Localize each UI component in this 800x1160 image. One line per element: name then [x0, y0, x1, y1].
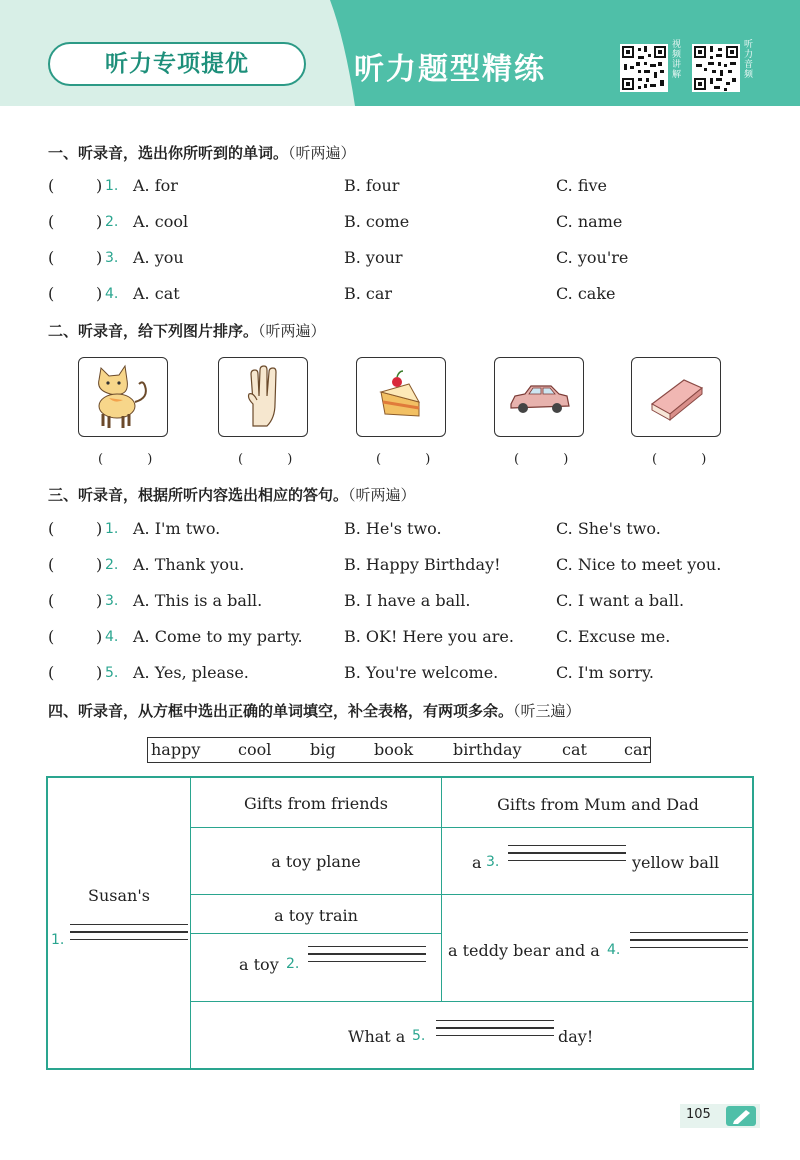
option-b[interactable]: B. four — [344, 176, 400, 195]
option-c[interactable]: C. name — [556, 212, 623, 231]
blank-number: 1. — [51, 932, 65, 948]
option-b[interactable]: B. I have a ball. — [344, 591, 471, 610]
word-option: book — [374, 740, 414, 759]
option-b[interactable]: B. come — [344, 212, 410, 231]
page-number: 105 — [686, 1107, 711, 1122]
blank-number: 3. — [486, 854, 500, 870]
option-a[interactable]: A. Yes, please. — [133, 663, 249, 682]
option-c[interactable]: C. I want a ball. — [556, 591, 685, 610]
answer-blank-5[interactable] — [436, 1020, 554, 1034]
pencil-icon — [726, 1106, 756, 1126]
answer-blank-1[interactable] — [70, 924, 188, 938]
book-icon — [632, 358, 720, 436]
section2-heading: 二、听录音，给下列图片排序。（听两遍） — [48, 322, 326, 340]
word-option: cat — [562, 740, 587, 759]
word-option: cool — [238, 740, 272, 759]
question-row: ( ) 4. A. cat B. car C. cake — [48, 284, 616, 303]
section4-heading: 四、听录音，从方框中选出正确的单词填空，补全表格，有两项多余。（听三遍） — [48, 702, 581, 720]
parent-gift-prefix: a teddy bear and a — [448, 941, 600, 960]
order-blank[interactable]: ( ) — [514, 452, 589, 467]
option-a[interactable]: A. Come to my party. — [133, 627, 303, 646]
question-row: ( ) 1. A. for B. four C. five — [48, 176, 608, 195]
option-c[interactable]: C. you're — [556, 248, 629, 267]
order-blank[interactable]: ( ) — [652, 452, 727, 467]
section-label: 听力专项提优 — [48, 42, 306, 86]
question-row: ( ) 2. A. Thank you. B. Happy Birthday! C. Nice to meet you. — [48, 555, 722, 574]
order-blank[interactable]: ( ) — [98, 452, 173, 467]
friend-gift: a toy plane — [271, 852, 361, 871]
cat-picture — [78, 357, 168, 437]
question-row: ( ) 5. A. Yes, please. B. You're welcome. C. I'm sorry. — [48, 663, 654, 682]
option-c[interactable]: C. She's two. — [556, 519, 661, 538]
qr-label-video: 视频讲解 — [672, 40, 682, 80]
car-picture — [494, 357, 584, 437]
option-b[interactable]: B. Happy Birthday! — [344, 555, 501, 574]
option-c[interactable]: C. Nice to meet you. — [556, 555, 722, 574]
section1-heading: 一、听录音，选出你所听到的单词。（听两遍） — [48, 144, 356, 162]
question-row: ( ) 2. A. cool B. come C. name — [48, 212, 623, 231]
order-blank[interactable]: ( ) — [376, 452, 451, 467]
option-a[interactable]: A. I'm two. — [133, 519, 221, 538]
word-option: big — [310, 740, 336, 759]
option-b[interactable]: B. He's two. — [344, 519, 442, 538]
hand-icon — [219, 358, 307, 436]
page-title: 听力题型精练 — [354, 52, 546, 87]
option-a[interactable]: A. Thank you. — [133, 555, 245, 574]
column-header-friends: Gifts from friends — [244, 794, 388, 813]
closing-suffix: day! — [558, 1027, 594, 1046]
option-a[interactable]: A. you — [133, 248, 184, 267]
page-header — [0, 0, 800, 106]
option-c[interactable]: C. five — [556, 176, 608, 195]
option-b[interactable]: B. You're welcome. — [344, 663, 499, 682]
answer-blank-3[interactable] — [508, 845, 626, 859]
option-b[interactable]: B. OK! Here you are. — [344, 627, 514, 646]
page-number-tab — [680, 1104, 760, 1128]
qr-label-audio: 听力音频 — [744, 40, 754, 80]
word-box — [147, 737, 651, 763]
section3-heading: 三、听录音，根据所听内容选出相应的答句。（听两遍） — [48, 486, 416, 504]
order-blank[interactable]: ( ) — [238, 452, 313, 467]
blank-number: 2. — [286, 956, 300, 972]
answer-blank-4[interactable] — [630, 932, 748, 946]
cat-icon — [79, 358, 167, 436]
option-c[interactable]: C. Excuse me. — [556, 627, 671, 646]
three-fingers-picture — [218, 357, 308, 437]
cake-icon — [357, 358, 445, 436]
word-option: happy — [151, 740, 201, 759]
qr-code-icon[interactable] — [692, 44, 740, 92]
question-row: ( ) 1. A. I'm two. B. He's two. C. She's two. — [48, 519, 661, 538]
blank-number: 5. — [412, 1028, 426, 1044]
friend-gift-prefix: a toy — [239, 955, 279, 974]
parent-gift-prefix: a — [472, 853, 482, 872]
qr-code-icon[interactable] — [620, 44, 668, 92]
car-icon — [495, 358, 583, 436]
cake-picture — [356, 357, 446, 437]
option-b[interactable]: B. car — [344, 284, 393, 303]
answer-blank-2[interactable] — [308, 946, 426, 960]
question-row: ( ) 3. A. This is a ball. B. I have a ball. C. I want a ball. — [48, 591, 685, 610]
option-c[interactable]: C. cake — [556, 284, 616, 303]
blank-number: 4. — [607, 942, 621, 958]
column-header-parents: Gifts from Mum and Dad — [497, 795, 699, 814]
option-a[interactable]: A. cool — [133, 212, 189, 231]
option-a[interactable]: A. cat — [133, 284, 180, 303]
question-row: ( ) 4. A. Come to my party. B. OK! Here you are. C. Excuse me. — [48, 627, 671, 646]
word-option: car — [624, 740, 651, 759]
closing-prefix: What a — [348, 1027, 406, 1046]
option-b[interactable]: B. your — [344, 248, 403, 267]
owner-label: Susan's — [88, 886, 150, 905]
book-picture — [631, 357, 721, 437]
parent-gift-suffix: yellow ball — [632, 853, 720, 872]
question-row: ( ) 3. A. you B. your C. you're — [48, 248, 629, 267]
option-a[interactable]: A. This is a ball. — [133, 591, 263, 610]
option-c[interactable]: C. I'm sorry. — [556, 663, 654, 682]
word-option: birthday — [453, 740, 522, 759]
friend-gift: a toy train — [274, 906, 358, 925]
option-a[interactable]: A. for — [133, 176, 178, 195]
